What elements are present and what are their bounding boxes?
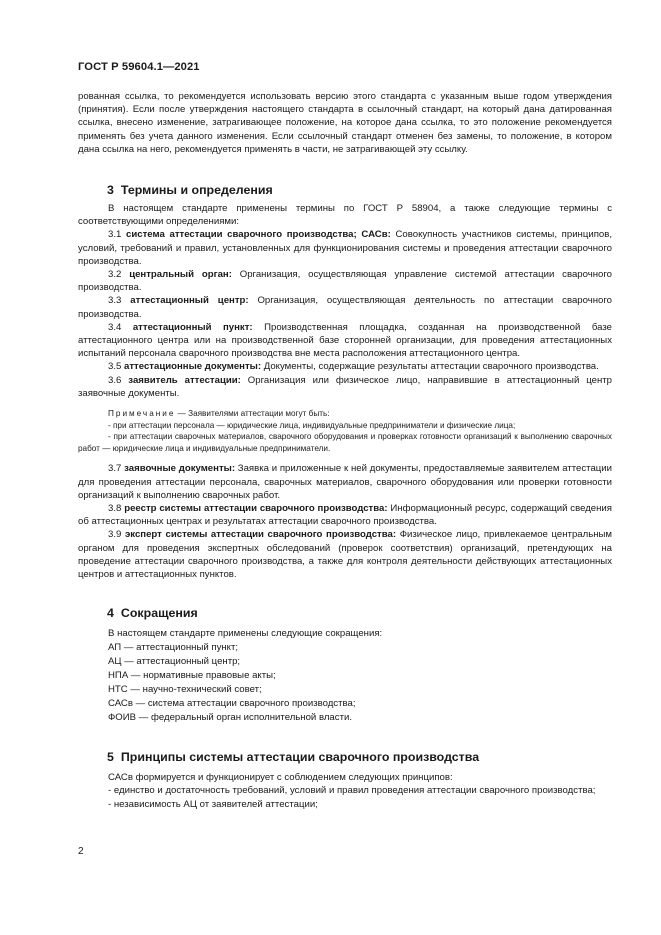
term-definition: Организация или физическое лицо, направившие в аттестационный центр заявочные документы. bbox=[78, 374, 613, 399]
note-item: - при аттестации сварочных материалов, сварочного оборудования и проверках готовности организаций к выполнению сварочных работ — юридические лица и индивидуальные предприниматели. bbox=[78, 432, 612, 453]
principle-item: - независимость АЦ от заявителей аттестации; bbox=[108, 798, 318, 810]
terms-list-2 bbox=[78, 462, 612, 581]
note-label: Примечание bbox=[108, 409, 176, 419]
abbreviation-item: ФОИВ — федеральный орган исполнительной власти. bbox=[108, 712, 352, 724]
term-name: реестр системы аттестации сварочного производства: bbox=[124, 503, 388, 515]
term-number: 3.4 bbox=[108, 321, 122, 333]
term-3-3 bbox=[78, 294, 612, 320]
term-definition: Организация, осуществляющая деятельность по аттестации сварочного производства. bbox=[78, 295, 612, 320]
term-number: 3.1 bbox=[108, 229, 122, 241]
note-text: — Заявителями аттестации могут быть: bbox=[175, 409, 330, 419]
term-number: 3.9 bbox=[108, 529, 122, 541]
note-block bbox=[78, 408, 612, 454]
note-item: - при аттестации персонала — юридические лица, индивидуальные предприниматели и физические лица; bbox=[108, 420, 516, 430]
section-4-title: Сокращения bbox=[120, 606, 198, 621]
term-3-7 bbox=[78, 462, 612, 502]
principle-item: - единство и достаточность требований, условий и правил проведения аттестации сварочного производства; bbox=[108, 785, 596, 797]
term-name: заявочные документы: bbox=[124, 463, 236, 475]
term-number: 3.3 bbox=[108, 295, 122, 307]
term-3-5 bbox=[78, 360, 612, 373]
section-5-title: Принципы системы аттестации сварочного производства bbox=[120, 750, 480, 765]
section-3-number: 3 bbox=[107, 183, 114, 198]
document-body bbox=[78, 90, 612, 811]
document-header: ГОСТ Р 59604.1—2021 bbox=[78, 61, 200, 73]
term-3-1 bbox=[78, 228, 612, 268]
term-number: 3.2 bbox=[108, 269, 122, 281]
term-3-9 bbox=[78, 528, 612, 581]
term-3-2 bbox=[78, 268, 612, 294]
abbreviation-item: САСв — система аттестации сварочного производства; bbox=[108, 698, 356, 710]
page-number: 2 bbox=[78, 846, 84, 857]
term-definition: Организация, осуществляющая управление системой аттестации сварочного производства. bbox=[78, 269, 612, 294]
term-name: аттестационный пункт: bbox=[132, 321, 253, 333]
section-5-lead: САСв формируется и функционирует с соблюдением следующих принципов: bbox=[108, 772, 453, 784]
term-name: аттестационный центр: bbox=[130, 295, 249, 307]
term-name: аттестационные документы: bbox=[124, 361, 262, 373]
term-name: эксперт системы аттестации сварочного производства: bbox=[124, 529, 397, 541]
abbreviation-item: НТС — научно-технический совет; bbox=[108, 684, 262, 696]
intro-paragraph: рованная ссылка, то рекомендуется использовать версию этого стандарта с указанным выше годом утверждения (принятия). Если после утверждения настоящего стандарта в ссылочный стандарт, на который дана датированная ссылка, внесено изменение, затрагивающее положение, на которое дана ссылка, то это положение рекомендуется применять без учета данного изменения. Если ссылочный стандарт отменен без замены, то положение, в котором дана ссылка на него, рекомендуется применять в части, не затрагивающей эту ссылку. bbox=[78, 91, 612, 155]
terms-list-1 bbox=[78, 228, 612, 400]
abbreviations-list bbox=[78, 641, 612, 725]
term-number: 3.7 bbox=[108, 463, 122, 475]
term-definition: Информационный ресурс, содержащий сведения об аттестационных центрах и результатах аттестации сварочного производства. bbox=[78, 503, 612, 528]
abbreviation-item: АЦ — аттестационный центр; bbox=[108, 656, 241, 668]
section-3-title: Термины и определения bbox=[120, 183, 273, 198]
term-name: система аттестации сварочного производства; САСв: bbox=[126, 229, 391, 241]
note-intro bbox=[78, 408, 612, 420]
term-name: центральный орган: bbox=[129, 269, 232, 281]
term-number: 3.6 bbox=[108, 374, 122, 386]
term-3-8 bbox=[78, 502, 612, 528]
term-number: 3.5 bbox=[108, 361, 122, 373]
section-5-heading bbox=[107, 749, 612, 765]
section-4-number: 4 bbox=[107, 606, 114, 621]
section-4-heading bbox=[107, 605, 612, 621]
term-definition: Документы, содержащие результаты аттестации сварочного производства. bbox=[261, 361, 599, 373]
term-name: заявитель аттестации: bbox=[128, 374, 241, 386]
term-definition: Производственная площадка, созданная на производственной базе аттестационного центра или на производственной базе сторонней организации, для проведения аттестационных испытаний персонала сварочного производства вне места расположения аттестационного центра. bbox=[78, 321, 612, 360]
term-definition: Совокупность участников системы, принципов, условий, требований и правил, установленных для функционирования системы и проведения аттестации сварочного производства. bbox=[78, 229, 612, 267]
abbreviation-item: НПА — нормативные правовые акты; bbox=[108, 670, 276, 682]
abbreviation-item: АП — аттестационный пункт; bbox=[108, 642, 239, 654]
section-3-lead: В настоящем стандарте применены термины по ГОСТ Р 58904, а также следующие термины с соответствующими определениями: bbox=[78, 203, 612, 228]
section-4-lead: В настоящем стандарте применены следующие сокращения: bbox=[108, 628, 383, 640]
term-definition: Заявка и приложенные к ней документы, предоставляемые заявителем аттестации для проведения аттестации персонала, сварочных материалов, сварочного оборудования или проверки готовности организаций к выполнению сварочных работ. bbox=[78, 463, 612, 501]
term-number: 3.8 bbox=[108, 503, 122, 515]
section-3-heading bbox=[107, 182, 612, 198]
term-3-4 bbox=[78, 321, 612, 361]
section-5-number: 5 bbox=[107, 750, 114, 765]
term-3-6 bbox=[78, 374, 612, 400]
term-definition: Физическое лицо, привлекаемое центральным органом для проведения экспертных обследований (проверок соответствия) организаций, претендующих на проведение аттестации сварочного производства, а также для контроля деятельности действующих аттестационных центров и аттестационных пунктов. bbox=[78, 529, 612, 581]
